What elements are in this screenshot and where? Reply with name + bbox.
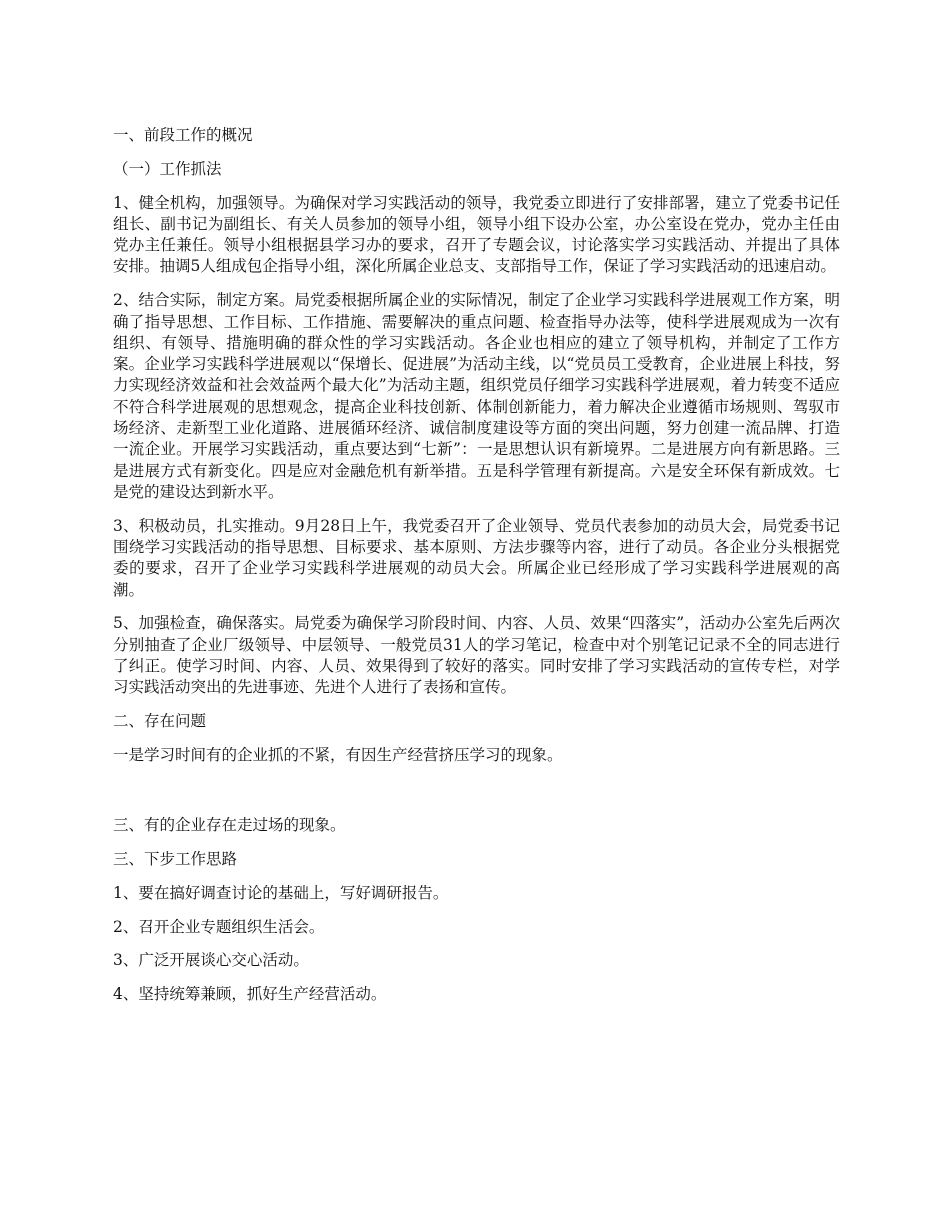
document-body bbox=[113, 125, 840, 1006]
section-1-title: 一、前段工作的概况 bbox=[113, 126, 253, 144]
problem-item-2: 三、有的企业存在走过场的现象。 bbox=[113, 816, 346, 835]
paragraph-mobilization: 3、积极动员，扎实推动。9月28日上午，我党委召开了企业领导、党员代表参加的动员大会，局党委书记围绕学习实践活动的指导思想、目标要求、基本原则、方法步骤等内容，进行了动员。各企业分头根据党委的要求，召开了企业学习实践科学进展观的动员大会。所属企业已经形成了学习实践科学进展观的高潮。 bbox=[113, 516, 840, 599]
subsection-1-title: （一）工作抓法 bbox=[113, 159, 222, 178]
problem-item-1: 一是学习时间有的企业抓的不紧，有因生产经营挤压学习的现象。 bbox=[113, 745, 563, 764]
paragraph-leadership: 1、健全机构，加强领导。为确保对学习实践活动的领导，我党委立即进行了安排部署，建立了党委书记任组长、副书记为副组长、有关人员参加的领导小组，领导小组下设办公室，办公室设在党办，党办主任由党办主任兼任。领导小组根据县学习办的要求，召开了专题会议，讨论落实学习实践活动、并提出了具体安排。抽调5人组成包企指导小组，深化所属企业总支、支部指导工作，保证了学习实践活动的迅速启动。 bbox=[113, 193, 840, 276]
paragraph-inspection: 5、加强检查，确保落实。局党委为确保学习阶段时间、内容、人员、效果“四落实”，活动办公室先后两次分别抽查了企业厂级领导、中层领导、一般党员31人的学习笔记，检查中对个别笔记记录不全的同志进行了纠正。使学习时间、内容、人员、效果得到了较好的落实。同时安排了学习实践活动的宣传专栏，对学习实践活动突出的先进事迹、先进个人进行了表扬和宣传。 bbox=[113, 614, 840, 697]
step-item-3: 3、广泛开展谈心交心活动。 bbox=[113, 951, 309, 970]
step-item-4: 4、坚持统筹兼顾，抓好生产经营活动。 bbox=[113, 985, 387, 1004]
section-2-title: 二、存在问题 bbox=[113, 712, 207, 731]
step-item-1: 1、要在搞好调查讨论的基础上，写好调研报告。 bbox=[113, 883, 449, 902]
paragraph-plan: 2、结合实际，制定方案。局党委根据所属企业的实际情况，制定了企业学习实践科学进展观工作方案，明确了指导思想、工作目标、工作措施、需要解决的重点问题、检查指导办法等，使科学进展观成为一次有组织、有领导、措施明确的群众性的学习实践活动。各企业也相应的建立了领导机构，并制定了工作方案。企业学习实践科学进展观以“保增长、促进展”为活动主线，以“党员员工受教育，企业进展上科技，努力实现经济效益和社会效益两个最大化”为活动主题，组织党员仔细学习实践科学进展观，着力转变不适应不符合科学进展观的思想观念，提高企业科技创新、体制创新能力，着力解决企业遵循市场规则、驾驭市场经济、走新型工业化道路、进展循环经济、诚信制度建设等方面的突出问题，努力创建一流品牌、打造一流企业。开展学习实践活动，重点要达到“七新”：一是思想认识有新境界。二是进展方向有新思路。三是进展方式有新变化。四是应对金融危机有新举措。五是科学管理有新提高。六是安全环保有新成效。七是党的建设达到新水平。 bbox=[113, 291, 840, 501]
step-item-2: 2、召开企业专题组织生活会。 bbox=[113, 917, 325, 936]
section-3-title: 三、下步工作思路 bbox=[113, 850, 238, 869]
